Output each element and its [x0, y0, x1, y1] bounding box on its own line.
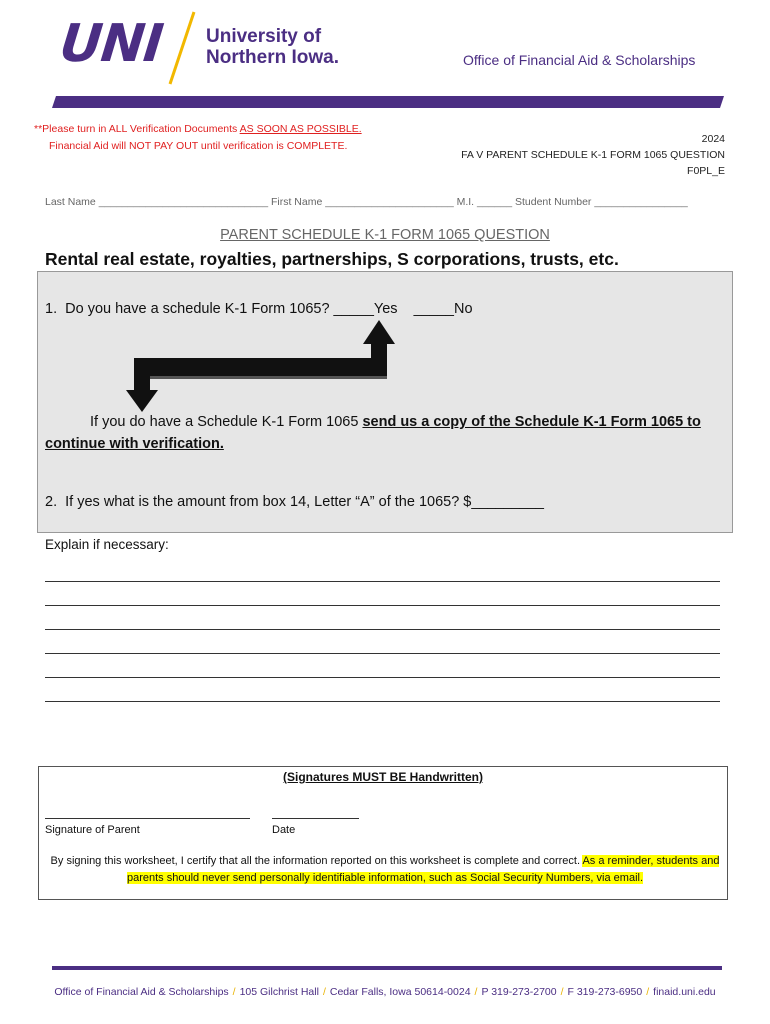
verification-notice — [34, 121, 394, 155]
instruction-emphasis: send us a copy of the Schedule K-1 Form 1065 to continue with verification. — [45, 414, 701, 452]
instruction-text — [45, 411, 735, 455]
footer-separator: / — [322, 986, 326, 998]
date-line[interactable] — [272, 818, 359, 819]
footer-separator: / — [474, 986, 478, 998]
university-name — [206, 26, 339, 68]
footer-separator: / — [560, 986, 564, 998]
signature-title: (Signatures MUST BE Handwritten) — [282, 770, 483, 784]
footer-fax: F 319-273-6950 — [567, 986, 643, 998]
parent-signature-line[interactable] — [45, 818, 250, 819]
footer-city: Cedar Falls, Iowa 50614-0024 — [329, 986, 471, 998]
explain-line[interactable] — [45, 582, 720, 606]
form-title-code: FA V PARENT SCHEDULE K-1 FORM 1065 QUESTION — [461, 149, 725, 161]
footer-office: Office of Financial Aid & Scholarships — [54, 986, 229, 998]
footer-separator: / — [232, 986, 236, 998]
certification-plain: By signing this worksheet, I certify that all the information reported on this worksheet is complete and correct. — [50, 855, 583, 867]
student-name-fields[interactable]: Last Name _____________________________ First Name ______________________ M.I. ______ Student Number ________________ — [45, 196, 688, 208]
university-name-line2: Northern Iowa. — [206, 47, 340, 68]
notice-line1-emphasis: AS SOON AS POSSIBLE. — [239, 123, 362, 135]
explain-line[interactable] — [45, 654, 720, 678]
bent-arrow-icon — [120, 318, 410, 418]
parent-signature-label: Signature of Parent — [45, 824, 140, 836]
notice-line1-prefix: **Please turn in ALL Verification Documents — [34, 123, 240, 135]
question-2[interactable]: 2. If yes what is the amount from box 14, Letter “A” of the 1065? $_________ — [45, 494, 544, 510]
question-1[interactable]: 1. Do you have a schedule K-1 Form 1065? _____Yes _____No — [45, 301, 473, 317]
footer-bar — [52, 966, 722, 970]
uni-logo: UNI — [56, 14, 166, 74]
footer-address: 105 Gilchrist Hall — [239, 986, 319, 998]
explain-label: Explain if necessary: — [45, 537, 169, 552]
notice-line2: Financial Aid will NOT PAY OUT until verification is COMPLETE. — [49, 140, 348, 152]
explain-line[interactable] — [45, 678, 720, 702]
certification-text — [50, 853, 720, 887]
form-year: 2024 — [701, 133, 725, 145]
form-code: F0PL_E — [687, 165, 725, 177]
header-bar — [52, 96, 724, 108]
explain-line[interactable] — [45, 606, 720, 630]
section-title: PARENT SCHEDULE K-1 FORM 1065 QUESTION — [220, 227, 550, 243]
explain-line[interactable] — [45, 558, 720, 582]
university-name-line1: University of — [206, 26, 322, 47]
footer-separator: / — [646, 986, 650, 998]
section-subtitle: Rental real estate, royalties, partnerships, S corporations, trusts, etc. — [45, 249, 619, 269]
explain-area[interactable] — [45, 558, 720, 702]
footer-phone: P 319-273-2700 — [481, 986, 557, 998]
logo-slash-icon — [160, 8, 200, 88]
certification-reminder: As a reminder, students and parents should never send personally identifiable information, such as Social Security Numbers, via email. — [126, 855, 720, 884]
office-name: Office of Financial Aid & Scholarships — [463, 52, 696, 68]
footer-web-link[interactable]: finaid.uni.edu — [653, 986, 716, 998]
form-identifier — [395, 131, 725, 179]
date-label: Date — [272, 824, 296, 836]
instruction-plain: If you do have a Schedule K-1 Form 1065 — [90, 414, 363, 430]
explain-line[interactable] — [45, 630, 720, 654]
footer — [0, 986, 770, 998]
notice-line1 — [34, 121, 394, 138]
